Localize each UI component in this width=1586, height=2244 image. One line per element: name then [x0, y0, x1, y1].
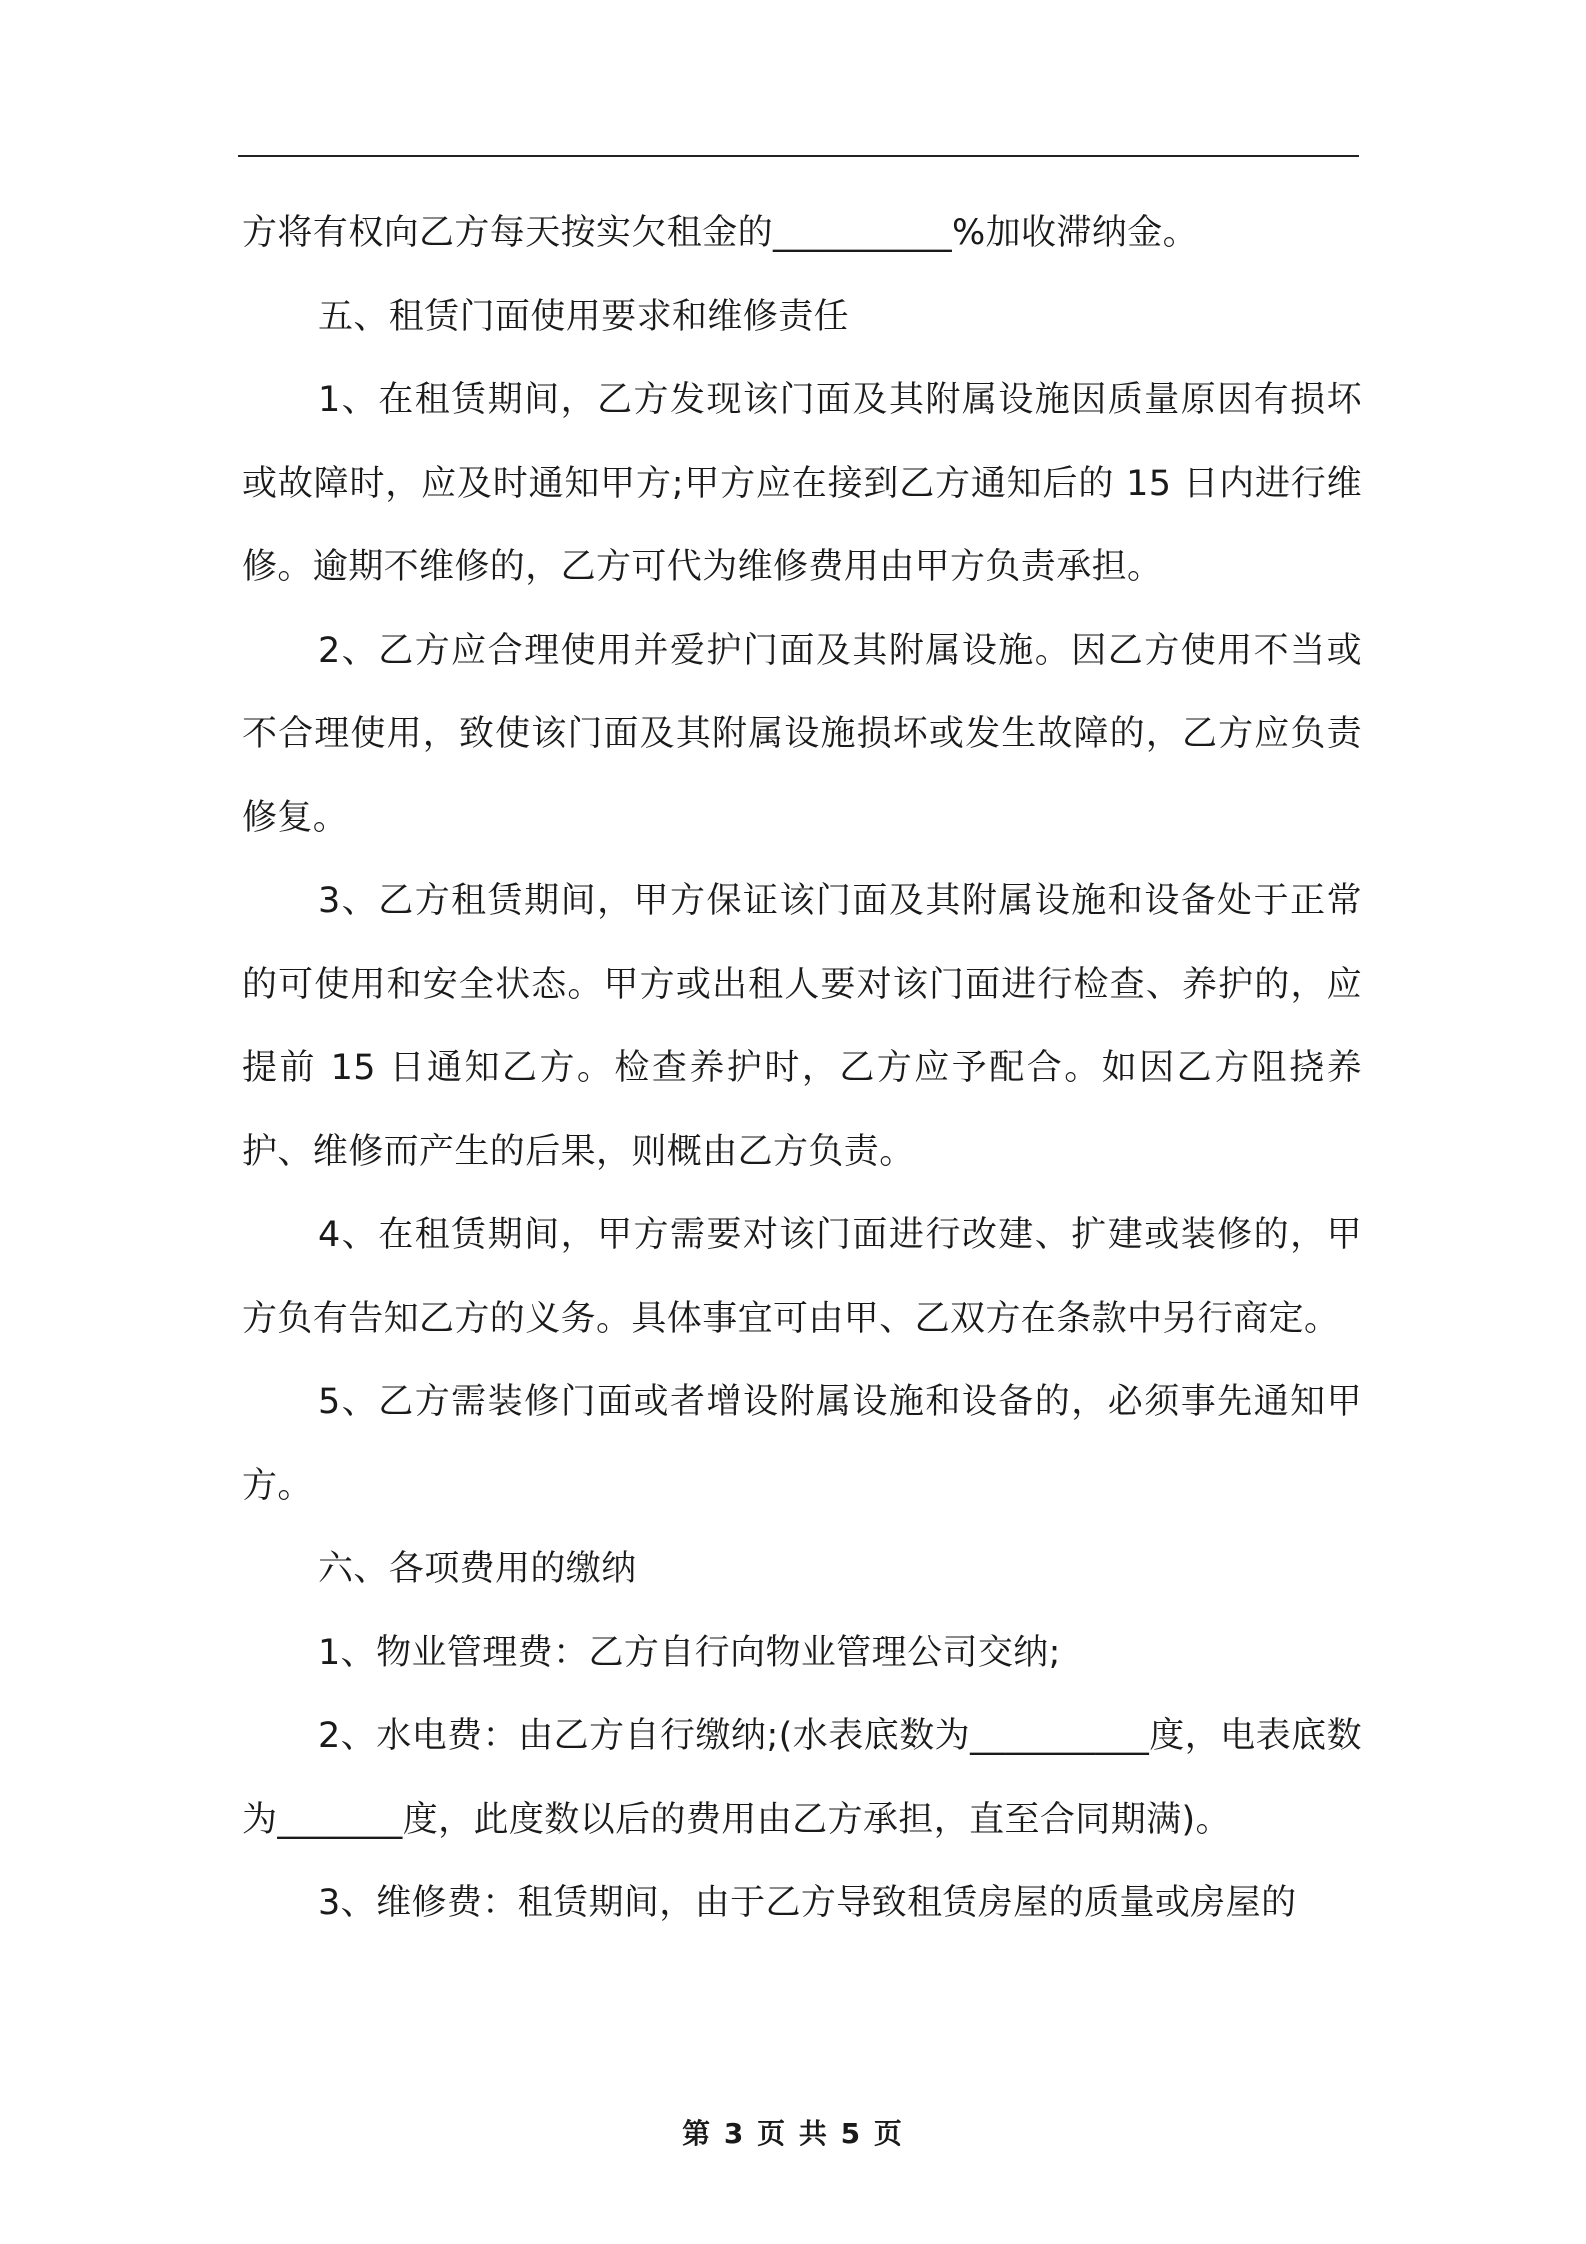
- section-heading-fees: 六、各项费用的缴纳: [318, 1549, 637, 1589]
- paragraph-clause-6-2: 2、水电费：由乙方自行缴纳;(水表底数为__________度，电表底数为_______度，此度数以后的费用由乙方承担，直至合同期满)。: [242, 1716, 1362, 1840]
- page-number-footer: 第 3 页 共 5 页: [682, 2117, 904, 2150]
- header-rule: [238, 155, 1359, 157]
- paragraph-clause-5-2: 2、乙方应合理使用并爱护门面及其附属设施。因乙方使用不当或不合理使用，致使该门面及其附属设施损坏或发生故障的，乙方应负责修复。: [242, 630, 1362, 838]
- paragraph-late-fee-cont: 方将有权向乙方每天按实欠租金的__________%加收滞纳金。: [242, 213, 1199, 253]
- section-heading-usage-repair: 五、租赁门面使用要求和维修责任: [318, 296, 850, 337]
- paragraph-clause-5-1: 1、在租赁期间，乙方发现该门面及其附属设施因质量原因有损坏或故障时，应及时通知甲方;甲方应在接到乙方通知后的 15 日内进行维修。逾期不维修的，乙方可代为维修费用由甲方负责承担。: [242, 380, 1362, 587]
- paragraph-clause-5-4: 4、在租赁期间，甲方需要对该门面进行改建、扩建或装修的，甲方负有告知乙方的义务。具体事宜可由甲、乙双方在条款中另行商定。: [242, 1215, 1362, 1339]
- paragraph-clause-6-1: 1、物业管理费：乙方自行向物业管理公司交纳;: [318, 1632, 1061, 1673]
- paragraph-clause-6-3: 3、维修费：租赁期间，由于乙方导致租赁房屋的质量或房屋的: [318, 1883, 1297, 1923]
- paragraph-clause-5-3: 3、乙方租赁期间，甲方保证该门面及其附属设施和设备处于正常的可使用和安全状态。甲方或出租人要对该门面进行检查、养护的，应提前 15 日通知乙方。检查养护时，乙方应予配合。如因乙方阻挠养护、维修而产生的后果，则概由乙方负责。: [242, 881, 1362, 1172]
- document-body: [242, 192, 1362, 1946]
- paragraph-clause-5-5: 5、乙方需装修门面或者增设附属设施和设备的，必须事先通知甲方。: [242, 1382, 1362, 1506]
